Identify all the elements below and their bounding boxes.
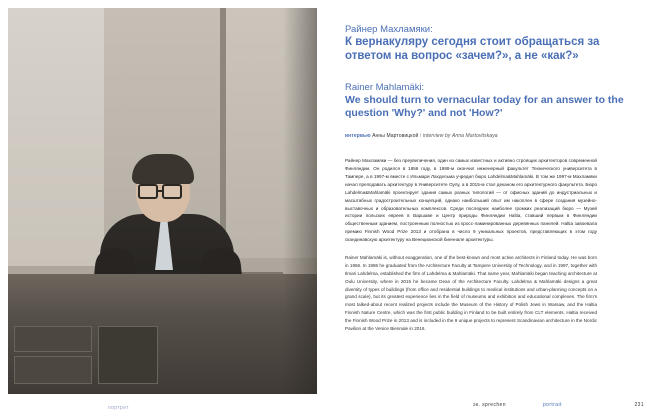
left-page-footer [0,398,325,414]
photo-wall-panel-left [8,8,104,266]
byline-label-ru: интервью [345,133,371,140]
title-russian-headline: К вернакуляру сегодня стоит обращаться за ответом на вопрос «зачем?», а не «как?» [345,36,600,62]
photo-figure-hair [132,154,194,184]
paragraph-russian: Райнер Махламяки — без преувеличения, один из самых известных и активно строящих архитекторов современной Финляндии. Он родился в 1956 году, в 1986-м окончил инженерный факультет Технического университета в Тампере, а в 1997-м вместе с Ильмари Лахдельма учредил бюро Lahdelma&Mahlamäki. В том же 1997-м Махламяки начал преподавать архитектуру в Университете Оулу, а в 2015-м стал деканом его архитектурного факультета. Бюро Lahdelma&Mahlamäki проектирует здания самых разных типологий — от офисных зданий до индустриальных и масштабных градостроительных концепций, однако наибольший опыт им накоплен в сфере создания музейно-выставочных и образовательных комплексов. Среди последних наиболее громких реализаций бюро — Музей истории польских евреев в Варшаве и Центр природы Финляндии Haltia, ставший первым в Финляндии общественным зданием, построенным полностью из кросс-ламинированных деревянных панелей. Haltia завоевала премию Finnish Wood Prize 2013 и отобрана в число 9 уникальных проектов, представляющих в этом году скандинавскую архитектуру на Венецианской биеннале архитектуры. [345,158,597,243]
title-english-headline: We should turn to vernacular today for an answer to the question 'Why?' and not 'How?' [345,94,624,119]
photo-cabinet [98,326,158,384]
folio-left: 230 [6,405,16,411]
photo-drawer-upper [14,326,92,352]
byline-author-ru: Анны Мартовицкой [372,133,419,140]
title-russian-name: Райнер Махламяки: [345,24,433,35]
photo-drawer-lower [14,356,92,384]
section-label-right-accent: portrait [543,402,562,408]
body-text-column [345,157,597,333]
byline-label-en: interview by [422,133,451,140]
byline-author-en: Anna Martovitskaya [451,133,498,140]
section-label-right: эк. sprechen [473,402,506,408]
section-label-left: портрет [108,405,129,411]
byline [345,133,630,139]
folio-right: 231 [634,402,644,408]
photo-figure-glasses-right-lens [162,184,182,199]
photo-figure-glasses-bridge [158,190,163,192]
byline-separator: / [419,133,422,140]
right-page [325,0,650,414]
paragraph-english: Rainer Mahlamäki is, without exaggeration, one of the best-known and most active architects in Finland today. He was born in 1956. In 1986 he graduated from the Architecture Faculty at Tampere University of Technology, and in 1997, together with Ilmari Lahdelma, established the firm of Lahdelma & Mahlamäki. That same year, Mahlamäki began teaching architecture at Oulu University, where in 2015 he became Dean of the Architecture Faculty. Lahdelma & Mahlamäki designs a great diversity of types of buildings (from office and residential buildings to medical institutions and urban-planning concepts on a grand scale), but its greatest experience lies in the field of museums and exhibition and educational complexes. The firm's most talked-about recent realized projects include the Museum of the History of Polish Jews in Warsaw, and the Haltia Finnish Nature Centre, which was the first public building in Finland to be built entirely from CLT elements. Haltia received the Finnish Wood Prize in 2013 and is included in the 9 unique projects to represent Scandinavian architecture in the Nordic Pavilion at the Venice Biennale in 2016. [345,254,597,331]
photo-figure-glasses-left-lens [138,184,158,199]
title-english-name: Rainer Mahlamäki: [345,81,425,93]
photo-vignette-shadow [283,8,317,394]
portrait-photo [8,8,317,394]
